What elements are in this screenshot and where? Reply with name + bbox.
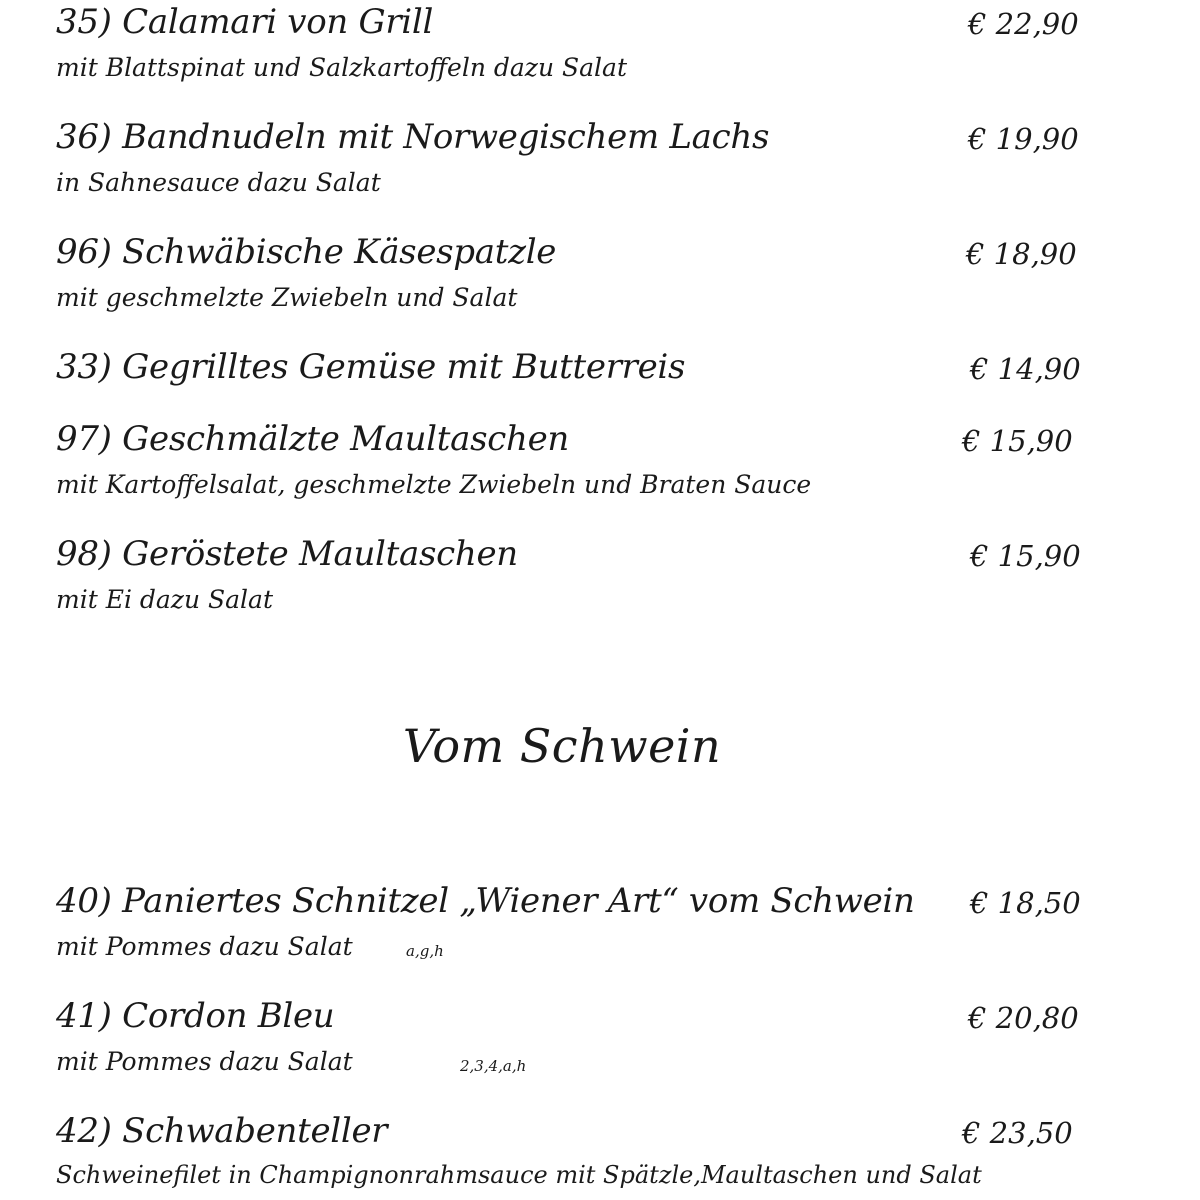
menu-item-price: € 14,90 xyxy=(970,352,1081,386)
menu-item-title: 42) Schwabenteller xyxy=(56,1111,388,1151)
menu-item-description: in Sahnesauce dazu Salat xyxy=(56,168,381,197)
menu-item-description: mit Pommes dazu Salat xyxy=(56,932,353,961)
menu-item-description: mit Pommes dazu Salat xyxy=(56,1047,353,1076)
menu-item-price: € 23,50 xyxy=(962,1116,1073,1150)
menu-item-title: 96) Schwäbische Käsespatzle xyxy=(56,232,557,272)
menu-item-description: mit Blattspinat und Salzkartoffeln dazu Salat xyxy=(56,53,627,82)
menu-item-price: € 18,50 xyxy=(970,886,1081,920)
menu-item-price: € 19,90 xyxy=(968,122,1079,156)
menu-item-title: 41) Cordon Bleu xyxy=(56,996,335,1036)
menu-item-description: mit Kartoffelsalat, geschmelzte Zwiebeln und Braten Sauce xyxy=(56,470,812,499)
menu-item-description: mit Ei dazu Salat xyxy=(56,585,273,614)
menu-item-price: € 20,80 xyxy=(968,1001,1079,1035)
section-heading: Vom Schwein xyxy=(402,719,722,773)
menu-item-price: € 15,90 xyxy=(962,424,1073,458)
allergen-codes: a,g,h xyxy=(406,942,444,960)
menu-item-title: 36) Bandnudeln mit Norwegischem Lachs xyxy=(56,117,770,157)
menu-item-price: € 22,90 xyxy=(968,7,1079,41)
menu-item-title: 33) Gegrilltes Gemüse mit Butterreis xyxy=(56,347,686,387)
menu-item-title: 35) Calamari von Grill xyxy=(56,2,434,42)
menu-item-description: Schweinefilet in Champignonrahmsauce mit Spätzle,Maultaschen und Salat xyxy=(56,1161,982,1189)
menu-item-description: mit geschmelzte Zwiebeln und Salat xyxy=(56,283,518,312)
menu-item-title: 98) Geröstete Maultaschen xyxy=(56,534,518,574)
menu-item-price: € 15,90 xyxy=(970,539,1081,573)
allergen-codes: 2,3,4,a,h xyxy=(460,1057,527,1075)
menu-item-price: € 18,90 xyxy=(966,237,1077,271)
menu-item-title: 40) Paniertes Schnitzel „Wiener Art“ vom Schwein xyxy=(56,881,915,921)
menu-item-title: 97) Geschmälzte Maultaschen xyxy=(56,419,569,459)
